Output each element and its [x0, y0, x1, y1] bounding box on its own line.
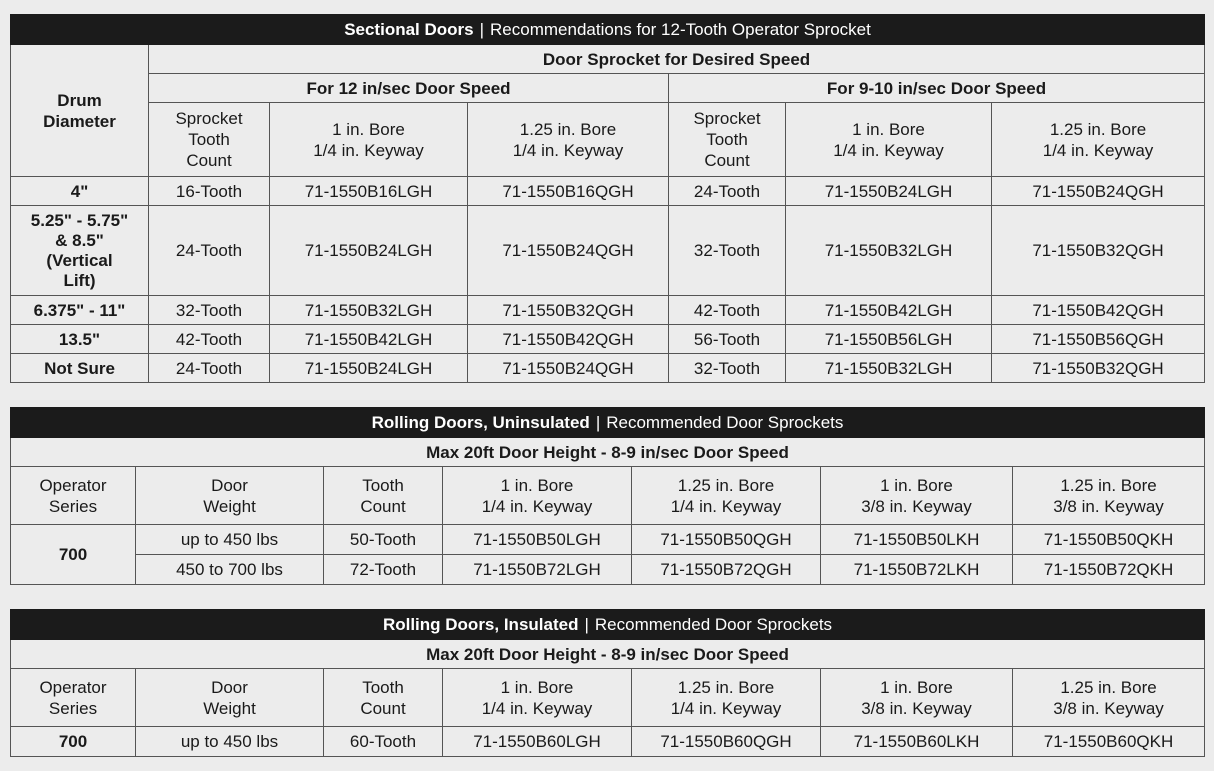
- rolling-uninsulated-section: [10, 407, 1204, 585]
- tooth-cell: 42-Tooth: [669, 296, 786, 325]
- door-sprocket-group-header: Door Sprocket for Desired Speed: [149, 45, 1205, 74]
- bore-1-header: 1 in. Bore 1/4 in. Keyway: [270, 103, 468, 177]
- bore-1-header: 1 in. Bore 1/4 in. Keyway: [786, 103, 992, 177]
- speed-12-header: For 12 in/sec Door Speed: [149, 74, 669, 103]
- bore-header: 1 in. Bore 1/4 in. Keyway: [443, 467, 632, 525]
- bore-125-header: 1.25 in. Bore 1/4 in. Keyway: [468, 103, 669, 177]
- rolling-insulated-title-bold: Rolling Doors, Insulated: [382, 615, 579, 634]
- max-height-subheader: Max 20ft Door Height - 8-9 in/sec Door Speed: [11, 640, 1205, 669]
- operator-series-header: Operator Series: [11, 467, 136, 525]
- table-row: [11, 325, 1205, 354]
- rolling-uninsulated-table: [10, 407, 1205, 585]
- tooth-count-header: Tooth Count: [324, 467, 443, 525]
- sectional-title-bold: Sectional Doors: [344, 20, 474, 39]
- bore-125-header: 1.25 in. Bore 1/4 in. Keyway: [992, 103, 1205, 177]
- bore-header: 1.25 in. Bore 3/8 in. Keyway: [1013, 467, 1205, 525]
- part-number-cell: 71-1550B50LKH: [821, 525, 1013, 555]
- part-number-cell: 71-1550B50QGH: [632, 525, 821, 555]
- sectional-title: [11, 15, 1205, 45]
- part-number-cell: 71-1550B24QGH: [468, 206, 669, 296]
- part-number-cell: 71-1550B42LGH: [786, 296, 992, 325]
- drum-diameter-cell: 5.25" - 5.75" & 8.5" (Vertical Lift): [11, 206, 149, 296]
- part-number-cell: 71-1550B42LGH: [270, 325, 468, 354]
- operator-series-cell: 700: [11, 727, 136, 757]
- part-number-cell: 71-1550B32QGH: [468, 296, 669, 325]
- bore-header: 1.25 in. Bore 1/4 in. Keyway: [632, 669, 821, 727]
- tooth-cell: 24-Tooth: [149, 206, 270, 296]
- part-number-cell: 71-1550B50LGH: [443, 525, 632, 555]
- door-weight-header: Door Weight: [136, 669, 324, 727]
- rolling-insulated-title: [11, 610, 1205, 640]
- part-number-cell: 71-1550B32LGH: [786, 206, 992, 296]
- rolling-insulated-title-rest: Recommended Door Sprockets: [594, 615, 833, 634]
- tooth-cell: 24-Tooth: [149, 354, 270, 383]
- sectional-doors-section: [10, 14, 1204, 383]
- drum-diameter-header: Drum Diameter: [11, 45, 149, 177]
- tooth-cell: 32-Tooth: [149, 296, 270, 325]
- table-row: [11, 727, 1205, 757]
- table-row: [11, 296, 1205, 325]
- bore-header: 1 in. Bore 3/8 in. Keyway: [821, 669, 1013, 727]
- door-weight-cell: up to 450 lbs: [136, 525, 324, 555]
- door-weight-cell: 450 to 700 lbs: [136, 555, 324, 585]
- table-row: [11, 206, 1205, 296]
- max-height-subheader: Max 20ft Door Height - 8-9 in/sec Door Speed: [11, 438, 1205, 467]
- rolling-insulated-section: [10, 609, 1204, 757]
- part-number-cell: 71-1550B16LGH: [270, 177, 468, 206]
- bore-header: 1 in. Bore 3/8 in. Keyway: [821, 467, 1013, 525]
- tooth-count-header: Tooth Count: [324, 669, 443, 727]
- tooth-cell: 24-Tooth: [669, 177, 786, 206]
- rolling-uninsulated-title-rest: Recommended Door Sprockets: [606, 413, 844, 432]
- sectional-doors-table: [10, 14, 1205, 383]
- table-row: [11, 354, 1205, 383]
- drum-diameter-cell: 6.375" - 11": [11, 296, 149, 325]
- part-number-cell: 71-1550B60LGH: [443, 727, 632, 757]
- rolling-insulated-table: [10, 609, 1205, 757]
- tooth-cell: 42-Tooth: [149, 325, 270, 354]
- part-number-cell: 71-1550B32LGH: [786, 354, 992, 383]
- bore-header: 1 in. Bore 1/4 in. Keyway: [443, 669, 632, 727]
- part-number-cell: 71-1550B32LGH: [270, 296, 468, 325]
- bore-header: 1.25 in. Bore 1/4 in. Keyway: [632, 467, 821, 525]
- part-number-cell: 71-1550B50QKH: [1013, 525, 1205, 555]
- part-number-cell: 71-1550B72LGH: [443, 555, 632, 585]
- part-number-cell: 71-1550B60QGH: [632, 727, 821, 757]
- part-number-cell: 71-1550B56LGH: [786, 325, 992, 354]
- tooth-cell: 16-Tooth: [149, 177, 270, 206]
- tooth-cell: 32-Tooth: [669, 206, 786, 296]
- part-number-cell: 71-1550B56QGH: [992, 325, 1205, 354]
- tooth-cell: 50-Tooth: [324, 525, 443, 555]
- operator-series-header: Operator Series: [11, 669, 136, 727]
- title-separator: |: [584, 615, 589, 634]
- operator-series-cell: 700: [11, 525, 136, 585]
- part-number-cell: 71-1550B24LGH: [786, 177, 992, 206]
- part-number-cell: 71-1550B72LKH: [821, 555, 1013, 585]
- sprocket-tooth-count-header: Sprocket Tooth Count: [149, 103, 270, 177]
- part-number-cell: 71-1550B42QGH: [992, 296, 1205, 325]
- part-number-cell: 71-1550B32QGH: [992, 206, 1205, 296]
- door-weight-header: Door Weight: [136, 467, 324, 525]
- tooth-cell: 60-Tooth: [324, 727, 443, 757]
- table-row: [11, 525, 1205, 555]
- tooth-cell: 32-Tooth: [669, 354, 786, 383]
- sectional-title-rest: Recommendations for 12-Tooth Operator Sprocket: [490, 20, 871, 39]
- tooth-cell: 56-Tooth: [669, 325, 786, 354]
- part-number-cell: 71-1550B60LKH: [821, 727, 1013, 757]
- part-number-cell: 71-1550B72QKH: [1013, 555, 1205, 585]
- part-number-cell: 71-1550B32QGH: [992, 354, 1205, 383]
- part-number-cell: 71-1550B60QKH: [1013, 727, 1205, 757]
- part-number-cell: 71-1550B24QGH: [992, 177, 1205, 206]
- part-number-cell: 71-1550B24LGH: [270, 206, 468, 296]
- part-number-cell: 71-1550B72QGH: [632, 555, 821, 585]
- part-number-cell: 71-1550B24QGH: [468, 354, 669, 383]
- title-separator: |: [595, 413, 601, 432]
- speed-9-10-header: For 9-10 in/sec Door Speed: [669, 74, 1205, 103]
- sprocket-tooth-count-header: Sprocket Tooth Count: [669, 103, 786, 177]
- table-row: [11, 177, 1205, 206]
- title-separator: |: [479, 20, 485, 39]
- tooth-cell: 72-Tooth: [324, 555, 443, 585]
- bore-header: 1.25 in. Bore 3/8 in. Keyway: [1013, 669, 1205, 727]
- rolling-uninsulated-title: [11, 408, 1205, 438]
- part-number-cell: 71-1550B24LGH: [270, 354, 468, 383]
- part-number-cell: 71-1550B42QGH: [468, 325, 669, 354]
- table-row: [11, 555, 1205, 585]
- door-weight-cell: up to 450 lbs: [136, 727, 324, 757]
- part-number-cell: 71-1550B16QGH: [468, 177, 669, 206]
- rolling-uninsulated-title-bold: Rolling Doors, Uninsulated: [371, 413, 590, 432]
- drum-diameter-cell: Not Sure: [11, 354, 149, 383]
- drum-diameter-cell: 4": [11, 177, 149, 206]
- drum-diameter-cell: 13.5": [11, 325, 149, 354]
